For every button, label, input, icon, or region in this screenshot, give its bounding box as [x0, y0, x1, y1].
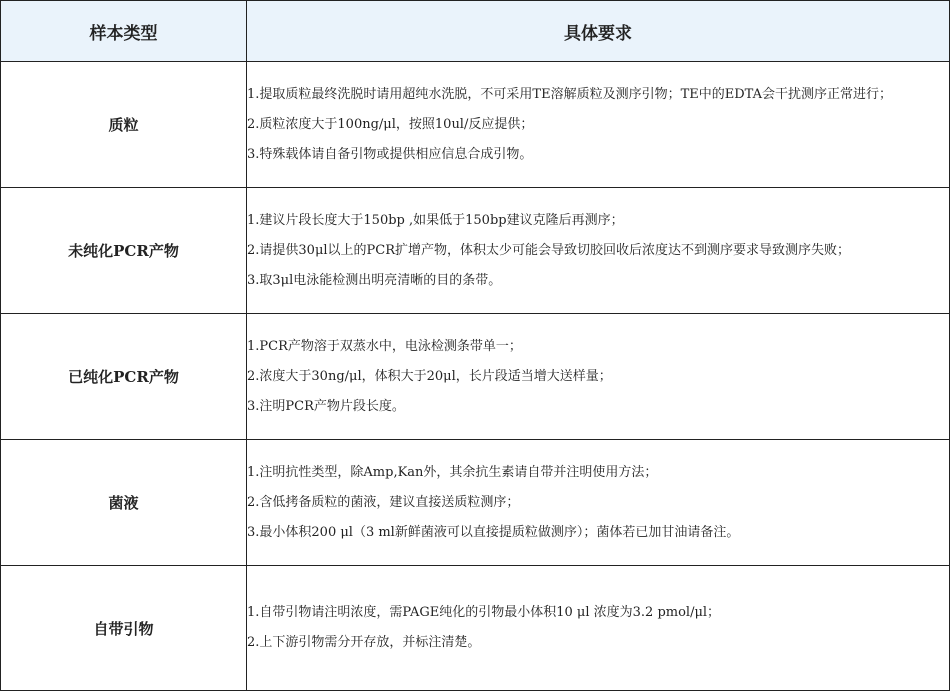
table-row — [1, 188, 950, 314]
sample-type-cell: 未纯化PCR产物 — [1, 188, 247, 314]
requirement-line: 2.请提供30μl以上的PCR扩增产物，体积太少可能会导致切胶回收后浓度达不到测序要求导致测序失败； — [247, 242, 851, 258]
sample-type-cell: 已纯化PCR产物 — [1, 314, 247, 440]
requirement-line: 1.注明抗性类型，除Amp,Kan外，其余抗生素请自带并注明使用方法； — [247, 464, 658, 480]
requirements-cell — [247, 188, 950, 314]
requirement-line: 1.提取质粒最终洗脱时请用超纯水洗脱，不可采用TE溶解质粒及测序引物；TE中的EDTA会干扰测序正常进行； — [247, 86, 892, 102]
table-row — [1, 314, 950, 440]
requirements-cell — [247, 440, 950, 566]
sample-type-cell: 自带引物 — [1, 566, 247, 691]
requirement-line: 1.建议片段长度大于150bp ,如果低于150bp建议克隆后再测序； — [247, 212, 624, 228]
requirements-cell — [247, 62, 950, 188]
requirement-line: 2.质粒浓度大于100ng/μl，按照10ul/反应提供； — [247, 116, 534, 132]
table-row — [1, 440, 950, 566]
requirement-line: 1.自带引物请注明浓度，需PAGE纯化的引物最小体积10 μl 浓度为3.2 pmol/μl； — [247, 605, 721, 620]
header-requirements: 具体要求 — [247, 1, 950, 62]
requirement-line: 3.特殊载体请自备引物或提供相应信息合成引物。 — [247, 146, 533, 162]
requirement-line: 2.浓度大于30ng/μl，体积大于20μl，长片段适当增大送样量； — [247, 368, 612, 384]
requirement-line: 3.最小体积200 μl（3 ml新鲜菌液可以直接提质粒做测序）；菌体若已加甘油请备注。 — [247, 524, 740, 540]
requirements-cell — [247, 566, 950, 691]
requirement-line: 3.注明PCR产物片段长度。 — [247, 398, 405, 414]
header-sample-type: 样本类型 — [1, 1, 247, 62]
requirement-line: 2.含低拷备质粒的菌液，建议直接送质粒测序； — [247, 494, 520, 510]
table-row — [1, 566, 950, 691]
requirement-line: 2.上下游引物需分开存放，并标注清楚。 — [247, 635, 481, 650]
table-header-row — [1, 1, 950, 62]
sample-type-cell: 菌液 — [1, 440, 247, 566]
table-row — [1, 62, 950, 188]
sample-type-cell: 质粒 — [1, 62, 247, 188]
requirement-line: 1.PCR产物溶于双蒸水中，电泳检测条带单一； — [247, 338, 522, 354]
requirements-cell — [247, 314, 950, 440]
requirement-line: 3.取3μl电泳能检测出明亮清晰的目的条带。 — [247, 272, 502, 288]
